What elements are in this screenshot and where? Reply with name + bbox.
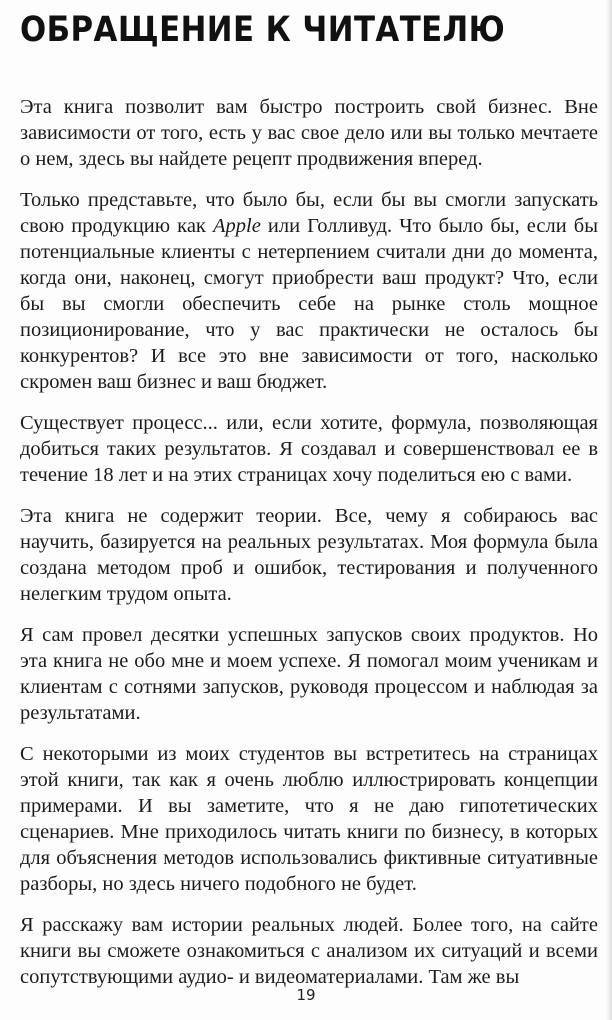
brand-apple: Apple: [212, 215, 261, 237]
paragraph-2-part-2: или Голливуд. Что было бы, если бы потенциальные клиенты с нетерпением считали дни до момента, когда они, наконец, смогут приобрести ваш продукт? Что, если бы вы смогли обеспечить себе на рынке столь мощное позиционирование, что у вас практически не осталось бы конкурентов? И все это вне зависимости от того, насколько скромен ваш бизнес и ваш бюджет.: [20, 215, 599, 393]
paragraph-6: С некоторыми из моих студентов вы встретитесь на страницах этой книги, так как я очень люблю иллюстрировать концепции примерами. И вы заметите, что я не даю гипотетических сценариев. Мне приходилось читать книги по бизнесу, в которых для объяснения методов использовались фиктивные ситуативные разборы, но здесь ничего подобного не будет.: [20, 743, 598, 895]
paragraph-1: Эта книга позволит вам быстро построить свой бизнес. Вне зависимости от того, есть у вас свое дело или вы только мечтаете о нем, здесь вы найдете рецепт продвижения вперед.: [20, 96, 598, 170]
paragraph-2: [20, 187, 598, 395]
paragraph-5: Я сам провел десятки успешных запусков своих продуктов. Но эта книга не обо мне и моем успехе. Я помогал моим ученикам и клиентам с сотнями запусков, руководя процессом и наблюдая за результатами.: [20, 624, 598, 724]
chapter-heading: ОБРАЩЕНИЕ К ЧИТАТЕЛЮ: [20, 10, 506, 50]
page-edge-shadow: [606, 0, 612, 1020]
body-text: [20, 94, 598, 1005]
paragraph-3: Существует процесс... или, если хотите, формула, позволяющая добиться таких результатов. Я создавал и совершенствовал ее в течение 18 лет и на этих страницах хочу поделиться ею с вами.: [20, 412, 598, 486]
page-number: 19: [296, 986, 316, 1004]
paragraph-2-part-1: Только представьте, что было бы, если бы вы смогли запускать свою продукцию как: [20, 189, 598, 237]
paragraph-7: Я расскажу вам истории реальных людей. Более того, на сайте книги вы сможете ознакомиться с анализом их ситуаций и всеми сопутствующими аудио- и видеоматериалами. Там же вы: [20, 914, 598, 988]
paragraph-4: Эта книга не содержит теории. Все, чему я собираюсь вас научить, базируется на реальных результатах. Моя формула была создана методом проб и ошибок, тестирования и полученного нелегким трудом опыта.: [20, 505, 598, 605]
